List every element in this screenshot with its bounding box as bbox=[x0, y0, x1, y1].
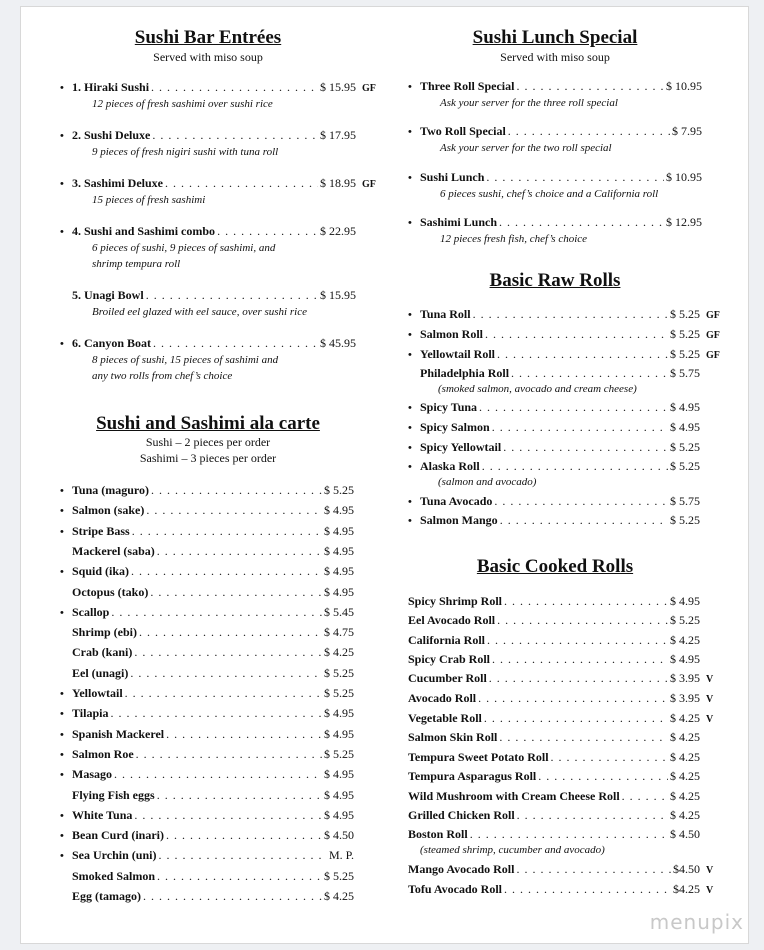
item-price: $ 7.95 bbox=[672, 124, 702, 138]
item-price: $ 5.25 bbox=[324, 868, 354, 883]
menu-item-row bbox=[408, 730, 722, 744]
menu-item-row bbox=[408, 633, 722, 647]
bullet-icon: • bbox=[60, 566, 64, 579]
item-name: 2. Sushi Deluxe bbox=[72, 128, 151, 142]
item-price: $ 4.95 bbox=[324, 726, 354, 741]
item-name: Masago bbox=[72, 767, 112, 782]
dot-leader bbox=[497, 613, 668, 627]
menu-item-row bbox=[408, 79, 702, 94]
dot-leader bbox=[114, 767, 322, 781]
bullet-icon: • bbox=[408, 309, 412, 321]
dot-leader bbox=[484, 711, 668, 725]
menu-item-row bbox=[60, 605, 354, 620]
dot-leader bbox=[492, 652, 668, 666]
menu-item-row bbox=[408, 691, 722, 707]
dot-leader bbox=[511, 366, 668, 380]
item-name: Spicy Tuna bbox=[420, 400, 478, 414]
menu-item-row bbox=[60, 848, 354, 863]
item-description: shrimp tempura roll bbox=[92, 258, 181, 270]
item-price: $ 10.95 bbox=[666, 170, 702, 184]
item-price: $ 4.75 bbox=[324, 625, 354, 640]
item-price: $ 18.95 bbox=[320, 176, 356, 190]
dot-leader bbox=[482, 459, 668, 473]
item-price: $ 17.95 bbox=[320, 128, 356, 142]
bullet-icon: • bbox=[408, 422, 412, 434]
item-name: Salmon Roll bbox=[420, 327, 484, 341]
diet-tag: GF bbox=[706, 330, 720, 341]
diet-tag: V bbox=[706, 865, 714, 876]
item-price: $ 4.95 bbox=[324, 564, 354, 579]
item-price: $ 5.25 bbox=[324, 746, 354, 761]
item-price: $ 5.25 bbox=[670, 327, 700, 341]
item-name: Spicy Salmon bbox=[420, 420, 490, 434]
item-description: any two rolls from chef’s choice bbox=[92, 370, 233, 382]
menu-item-row bbox=[60, 80, 378, 96]
bullet-icon: • bbox=[60, 606, 64, 619]
menu-item-row bbox=[408, 652, 722, 666]
item-name: Vegetable Roll bbox=[408, 711, 482, 725]
item-name: 5. Unagi Bowl bbox=[72, 288, 144, 302]
item-price: $ 3.95 bbox=[670, 671, 700, 685]
dot-leader bbox=[470, 827, 668, 841]
item-name: Three Roll Special bbox=[420, 79, 515, 93]
watermark-logo: menupix bbox=[649, 910, 744, 934]
item-name: 1. Hiraki Sushi bbox=[72, 80, 150, 94]
item-description: (smoked salmon, avocado and cream cheese) bbox=[438, 383, 637, 395]
bullet-icon: • bbox=[408, 81, 412, 93]
section-subtitle: Served with miso soup bbox=[500, 50, 610, 64]
diet-tag: GF bbox=[706, 350, 720, 361]
item-price: $ 4.25 bbox=[324, 889, 354, 903]
menu-item-row bbox=[408, 440, 722, 455]
item-name: Tuna (maguro) bbox=[72, 483, 150, 497]
menu-item-row bbox=[60, 625, 354, 639]
bullet-icon: • bbox=[60, 130, 64, 142]
item-price: $ 5.75 bbox=[670, 494, 700, 508]
dot-leader bbox=[516, 862, 671, 876]
item-price: $ 15.95 bbox=[320, 80, 356, 94]
item-price: $ 5.25 bbox=[670, 307, 700, 321]
dot-leader bbox=[165, 176, 318, 190]
menu-item-row bbox=[60, 524, 354, 539]
dot-leader bbox=[151, 80, 318, 94]
dot-leader bbox=[497, 347, 668, 361]
item-description: 12 pieces fresh fish, chef’s choice bbox=[440, 233, 588, 245]
menu-item-row bbox=[60, 176, 378, 192]
item-price: $ 15.95 bbox=[320, 288, 356, 302]
item-price: $ 10.95 bbox=[666, 79, 702, 93]
menu-item-row bbox=[408, 789, 722, 803]
bullet-icon: • bbox=[60, 82, 64, 94]
section-subtitle: Served with miso soup bbox=[153, 50, 263, 64]
dot-leader bbox=[504, 882, 671, 896]
item-name: Squid (ika) bbox=[72, 564, 130, 579]
item-price: $ 4.95 bbox=[324, 503, 354, 518]
item-description: 8 pieces of sushi, 15 pieces of sashimi and bbox=[92, 354, 279, 366]
item-price: $ 4.95 bbox=[670, 400, 700, 414]
bullet-icon: • bbox=[60, 809, 64, 822]
dot-leader bbox=[125, 686, 322, 700]
dot-leader bbox=[499, 215, 664, 229]
menu-item-row bbox=[408, 769, 722, 783]
dot-leader bbox=[150, 585, 322, 599]
item-price: $ 4.95 bbox=[324, 767, 354, 782]
item-price: $ 4.95 bbox=[324, 523, 354, 538]
menu-item-row bbox=[408, 124, 702, 139]
bullet-icon: • bbox=[60, 178, 64, 190]
item-price: $ 4.25 bbox=[324, 645, 354, 660]
bullet-icon: • bbox=[408, 172, 412, 184]
item-price: $ 4.50 bbox=[670, 827, 700, 841]
item-name: Philadelphia Roll bbox=[420, 366, 510, 380]
diet-tag: V bbox=[706, 885, 714, 896]
menu-item-row bbox=[60, 544, 354, 558]
item-price: $ 4.25 bbox=[670, 750, 700, 764]
bullet-icon: • bbox=[408, 217, 412, 229]
dot-leader bbox=[157, 544, 322, 558]
dot-leader bbox=[158, 848, 327, 862]
item-price: $ 5.25 bbox=[670, 347, 700, 361]
dot-leader bbox=[130, 666, 322, 680]
item-name: Two Roll Special bbox=[420, 124, 506, 138]
bullet-icon: • bbox=[60, 485, 64, 497]
dot-leader bbox=[166, 828, 322, 842]
menu-item-row bbox=[60, 686, 354, 701]
item-name: Smoked Salmon bbox=[72, 868, 156, 883]
menu-item-row bbox=[60, 645, 354, 659]
item-name: Mackerel (saba) bbox=[72, 543, 155, 558]
item-price: M. P. bbox=[328, 848, 354, 863]
dot-leader bbox=[486, 170, 664, 184]
dot-leader bbox=[131, 564, 322, 578]
dot-leader bbox=[139, 625, 322, 639]
item-price: $ 5.45 bbox=[324, 604, 354, 619]
dot-leader bbox=[538, 769, 668, 783]
dot-leader bbox=[516, 79, 664, 93]
item-name: Tofu Avocado Roll bbox=[408, 882, 503, 896]
bullet-icon: • bbox=[60, 769, 64, 782]
dot-leader bbox=[132, 524, 322, 538]
bullet-icon: • bbox=[408, 496, 412, 508]
menu-item-row bbox=[408, 750, 722, 764]
bullet-icon: • bbox=[408, 349, 412, 361]
item-name: Sashimi Lunch bbox=[420, 215, 498, 229]
item-name: Octopus (tako) bbox=[72, 584, 149, 599]
menu-item-row bbox=[408, 170, 702, 185]
menu-item-row bbox=[60, 727, 354, 742]
bullet-icon: • bbox=[60, 338, 64, 350]
dot-leader bbox=[217, 224, 318, 238]
item-name: 4. Sushi and Sashimi combo bbox=[72, 224, 216, 238]
item-name: Scallop bbox=[72, 604, 110, 619]
dot-leader bbox=[166, 727, 322, 741]
menu-item-row bbox=[60, 706, 354, 721]
bullet-icon: • bbox=[60, 728, 64, 741]
diet-tag: V bbox=[706, 694, 714, 705]
item-price: $ 5.75 bbox=[670, 366, 700, 380]
dot-leader bbox=[157, 869, 322, 883]
section-subtitle: Sashimi – 3 pieces per order bbox=[139, 451, 277, 465]
item-name: Grilled Chicken Roll bbox=[408, 808, 515, 822]
menu-item-row bbox=[60, 767, 354, 782]
dot-leader bbox=[485, 327, 668, 341]
item-price: $ 4.25 bbox=[670, 730, 700, 744]
diet-tag: GF bbox=[706, 310, 720, 321]
dot-leader bbox=[152, 128, 318, 142]
item-name: Tempura Asparagus Roll bbox=[408, 769, 537, 783]
item-description: 15 pieces of fresh sashimi bbox=[92, 194, 206, 206]
dot-leader bbox=[487, 633, 668, 647]
item-name: Salmon (sake) bbox=[72, 503, 145, 518]
bullet-icon: • bbox=[408, 126, 412, 138]
section-title: Sushi Bar Entrées bbox=[134, 27, 282, 48]
menu-item-row bbox=[408, 215, 702, 230]
dot-leader bbox=[136, 747, 322, 761]
item-description: 9 pieces of fresh nigiri sushi with tuna roll bbox=[92, 146, 279, 158]
dot-leader bbox=[151, 483, 322, 497]
dot-leader bbox=[479, 400, 668, 414]
menu-item-row bbox=[408, 711, 722, 727]
section-title: Basic Cooked Rolls bbox=[476, 556, 634, 577]
item-price: $ 4.50 bbox=[324, 828, 354, 843]
item-price: $ 4.25 bbox=[670, 808, 700, 822]
dot-leader bbox=[134, 645, 322, 659]
bullet-icon: • bbox=[408, 515, 412, 527]
item-name: 6. Canyon Boat bbox=[72, 336, 152, 350]
menu-item-row bbox=[60, 869, 354, 883]
item-price: $ 4.95 bbox=[670, 420, 700, 434]
bullet-icon: • bbox=[60, 850, 64, 863]
item-name: 3. Sashimi Deluxe bbox=[72, 176, 164, 190]
item-price: $4.25 bbox=[673, 882, 700, 896]
item-name: Spicy Crab Roll bbox=[408, 652, 491, 666]
menu-item-row bbox=[60, 503, 354, 518]
item-price: $ 3.95 bbox=[670, 691, 700, 705]
item-price: $ 5.25 bbox=[324, 665, 354, 680]
item-name: Stripe Bass bbox=[72, 523, 130, 538]
bullet-icon: • bbox=[60, 708, 64, 721]
item-description: 6 pieces of sushi, 9 pieces of sashimi, and bbox=[92, 242, 276, 254]
item-price: $ 4.95 bbox=[324, 787, 354, 802]
item-name: Boston Roll bbox=[408, 827, 468, 841]
item-name: Salmon Mango bbox=[420, 513, 498, 527]
bullet-icon: • bbox=[408, 402, 412, 414]
item-name: Cucumber Roll bbox=[408, 671, 487, 685]
item-price: $ 5.25 bbox=[670, 513, 700, 527]
bullet-icon: • bbox=[60, 525, 64, 538]
item-name: Avocado Roll bbox=[408, 691, 477, 705]
item-price: $ 4.25 bbox=[670, 769, 700, 783]
item-description: Ask your server for the three roll special bbox=[440, 97, 618, 109]
dot-leader bbox=[157, 788, 322, 802]
item-description: Broiled eel glazed with eel sauce, over sushi rice bbox=[92, 306, 307, 318]
dot-leader bbox=[111, 605, 322, 619]
menu-item-row bbox=[60, 224, 378, 239]
diet-tag: GF bbox=[362, 83, 376, 94]
menu-item-row bbox=[60, 585, 354, 599]
bullet-icon: • bbox=[408, 461, 412, 473]
item-description: (salmon and avocado) bbox=[438, 476, 537, 488]
item-price: $ 4.95 bbox=[670, 652, 700, 666]
dot-leader bbox=[494, 494, 668, 508]
menu-item-row bbox=[60, 747, 354, 762]
item-price: $ 4.25 bbox=[670, 633, 700, 647]
dot-leader bbox=[478, 691, 668, 705]
item-price: $ 4.95 bbox=[324, 706, 354, 721]
menu-item-row bbox=[408, 459, 722, 474]
item-name: Spicy Shrimp Roll bbox=[408, 594, 503, 608]
menu-item-row bbox=[60, 128, 378, 143]
menu-item-row bbox=[60, 483, 354, 498]
menu-item-row bbox=[408, 862, 722, 878]
item-description: 6 pieces sushi, chef’s choice and a California roll bbox=[440, 188, 659, 200]
item-name: White Tuna bbox=[72, 807, 133, 822]
item-name: Flying Fish eggs bbox=[72, 787, 155, 802]
item-name: Tempura Sweet Potato Roll bbox=[408, 750, 549, 764]
item-name: Tilapia bbox=[72, 706, 109, 721]
menu-item-row bbox=[60, 288, 378, 302]
menu-item-row bbox=[60, 788, 354, 802]
item-description: Ask your server for the two roll special bbox=[440, 142, 612, 154]
item-name: Crab (kani) bbox=[72, 645, 133, 660]
dot-leader bbox=[153, 336, 318, 350]
section-title: Sushi Lunch Special bbox=[472, 27, 638, 48]
section-title: Basic Raw Rolls bbox=[489, 270, 621, 291]
item-name: Eel (unagi) bbox=[72, 665, 129, 680]
item-price: $ 5.25 bbox=[670, 440, 700, 454]
item-price: $4.50 bbox=[673, 862, 700, 876]
item-price: $ 5.25 bbox=[324, 483, 354, 497]
menu-item-row bbox=[60, 564, 354, 579]
bullet-icon: • bbox=[60, 830, 64, 843]
item-name: Sea Urchin (uni) bbox=[72, 848, 157, 863]
item-name: Tuna Roll bbox=[420, 307, 471, 321]
menu-item-row bbox=[60, 889, 354, 903]
menu-item-row bbox=[408, 347, 722, 363]
dot-leader bbox=[500, 513, 668, 527]
item-price: $ 4.95 bbox=[670, 594, 700, 608]
dot-leader bbox=[134, 808, 322, 822]
bullet-icon: • bbox=[60, 688, 64, 700]
item-name: Egg (tamago) bbox=[72, 889, 141, 903]
item-price: $ 12.95 bbox=[666, 215, 702, 229]
item-name: Wild Mushroom with Cream Cheese Roll bbox=[408, 789, 620, 803]
menu-item-row bbox=[408, 808, 722, 822]
section-subtitle: Sushi – 2 pieces per order bbox=[145, 435, 271, 449]
item-name: Spanish Mackerel bbox=[72, 726, 165, 741]
dot-leader bbox=[473, 307, 668, 321]
bullet-icon: • bbox=[60, 748, 64, 761]
item-name: Sushi Lunch bbox=[420, 170, 485, 184]
item-name: Spicy Yellowtail bbox=[420, 440, 502, 454]
item-name: Bean Curd (inari) bbox=[72, 828, 165, 843]
item-name: Eel Avocado Roll bbox=[408, 613, 496, 627]
menu-item-row bbox=[408, 366, 722, 380]
diet-tag: V bbox=[706, 714, 714, 725]
menu-item-row bbox=[408, 420, 722, 435]
dot-leader bbox=[517, 808, 668, 822]
item-name: Yellowtail Roll bbox=[420, 347, 495, 361]
menu-item-row bbox=[408, 882, 722, 898]
item-price: $ 4.95 bbox=[324, 807, 354, 822]
dot-leader bbox=[146, 503, 322, 517]
menu-item-row bbox=[408, 400, 722, 415]
dot-leader bbox=[508, 124, 670, 138]
menu-item-row bbox=[408, 671, 722, 687]
dot-leader bbox=[489, 671, 668, 685]
bullet-icon: • bbox=[60, 226, 64, 238]
menu-item-row bbox=[408, 613, 722, 627]
item-name: Tuna Avocado bbox=[420, 494, 493, 508]
dot-leader bbox=[551, 750, 668, 764]
menu-item-row bbox=[408, 827, 722, 841]
menu-item-row bbox=[408, 307, 722, 323]
menu-item-row bbox=[408, 327, 722, 343]
item-name: Salmon Skin Roll bbox=[408, 730, 498, 744]
item-price: $ 4.25 bbox=[670, 789, 700, 803]
dot-leader bbox=[622, 789, 668, 803]
item-description: 12 pieces of fresh sashimi over sushi rice bbox=[92, 98, 273, 110]
item-price: $ 4.25 bbox=[670, 711, 700, 725]
item-price: $ 4.95 bbox=[324, 584, 354, 599]
item-price: $ 45.95 bbox=[320, 336, 356, 350]
item-price: $ 4.95 bbox=[324, 543, 354, 558]
dot-leader bbox=[146, 288, 318, 302]
item-price: $ 22.95 bbox=[320, 224, 356, 238]
dot-leader bbox=[503, 440, 668, 454]
item-price: $ 5.25 bbox=[670, 459, 700, 473]
item-name: Salmon Roe bbox=[72, 746, 134, 761]
bullet-icon: • bbox=[408, 442, 412, 454]
menu-item-row bbox=[408, 594, 722, 608]
item-price: $ 5.25 bbox=[670, 613, 700, 627]
menu-item-row bbox=[408, 494, 722, 509]
dot-leader bbox=[499, 730, 668, 744]
item-name: Yellowtail bbox=[72, 686, 123, 700]
item-description: (steamed shrimp, cucumber and avocado) bbox=[420, 844, 605, 856]
dot-leader bbox=[504, 594, 668, 608]
item-name: Alaska Roll bbox=[420, 459, 480, 473]
dot-leader bbox=[110, 706, 322, 720]
menu-item-row bbox=[60, 808, 354, 823]
diet-tag: GF bbox=[362, 179, 376, 190]
dot-leader bbox=[492, 420, 668, 434]
section-title: Sushi and Sashimi ala carte bbox=[96, 413, 320, 434]
diet-tag: V bbox=[706, 674, 714, 685]
item-price: $ 5.25 bbox=[324, 686, 354, 700]
item-name: Shrimp (ebi) bbox=[72, 625, 138, 640]
dot-leader bbox=[143, 889, 322, 903]
menu-item-row bbox=[408, 513, 722, 528]
item-name: Mango Avocado Roll bbox=[408, 862, 515, 876]
bullet-icon: • bbox=[60, 505, 64, 518]
menu-item-row bbox=[60, 336, 378, 351]
menu-item-row bbox=[60, 828, 354, 843]
item-name: California Roll bbox=[408, 633, 485, 647]
bullet-icon: • bbox=[408, 329, 412, 341]
menu-item-row bbox=[60, 666, 354, 680]
